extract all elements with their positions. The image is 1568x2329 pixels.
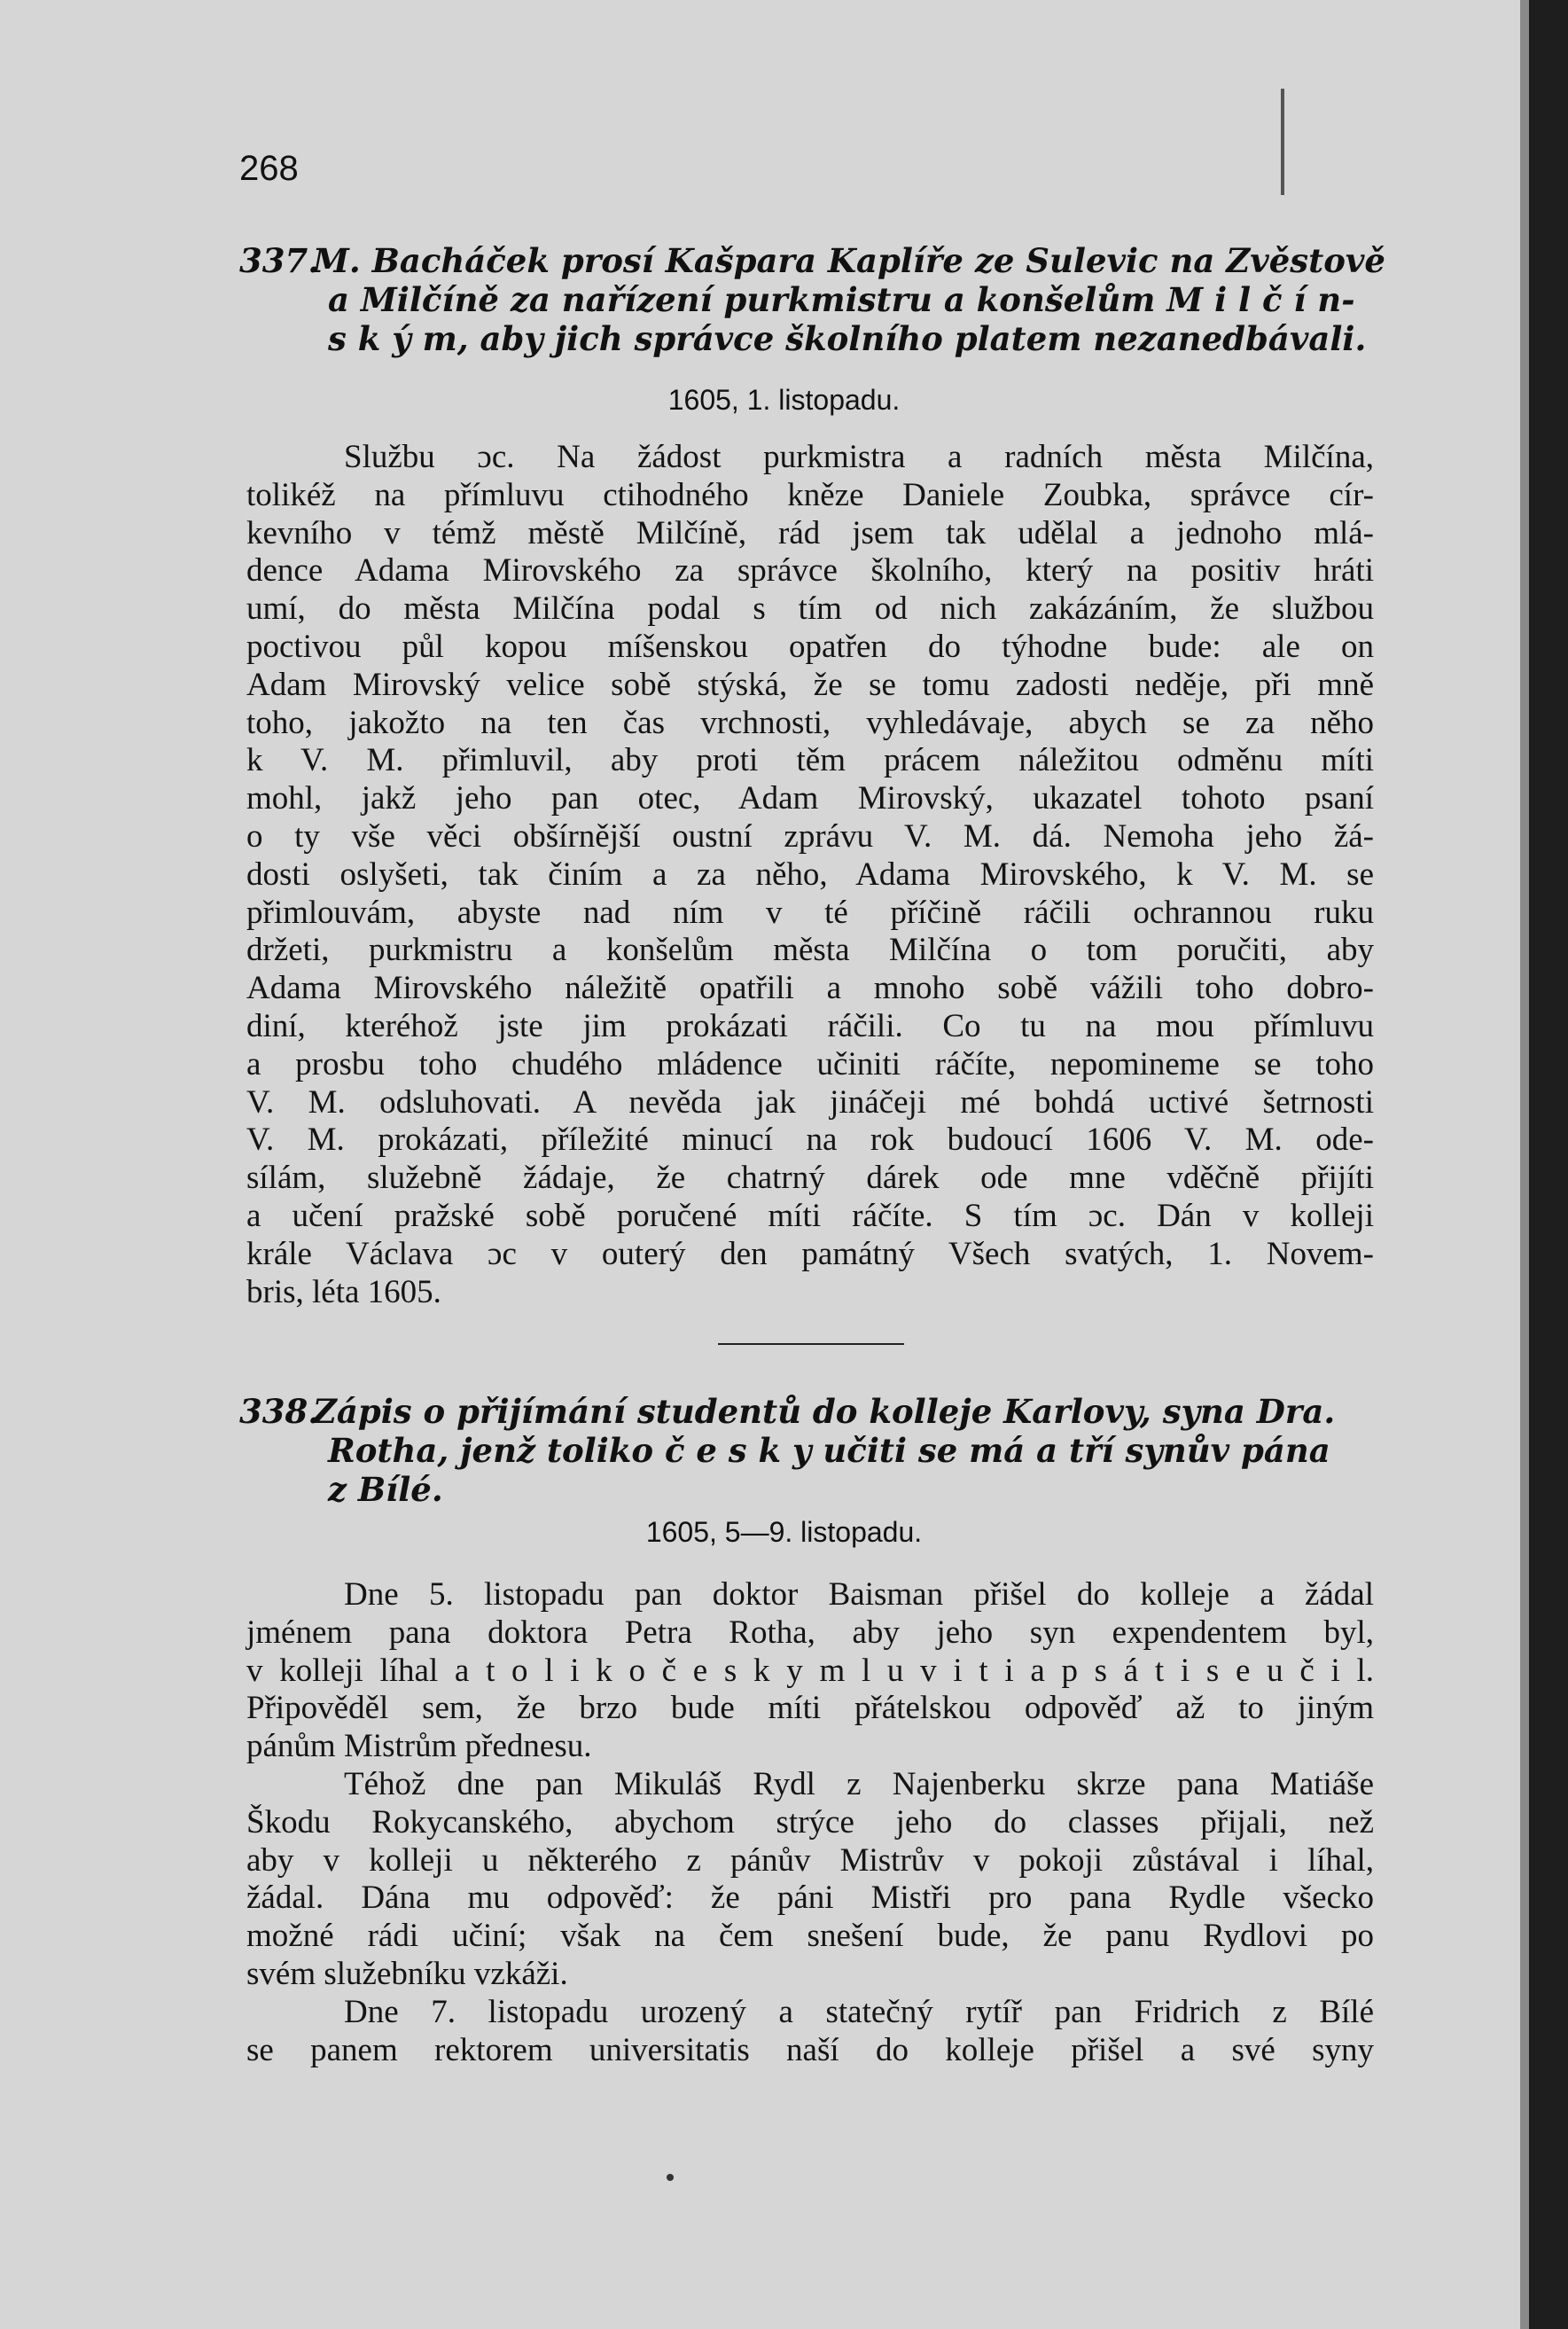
text-line: dence Adama Mirovského za správce školního, který na positiv hráti [246,552,1374,590]
text-line: svém služebníku vzkáži. [246,1955,568,1992]
page-edge [1529,0,1568,2329]
page-edge-shadow [1520,0,1529,2329]
print-speck [667,2174,674,2181]
text-line: V. M. odsluhovati. A nevěda jak jináčeji mé bohdá uctivé šetrnosti [246,1083,1374,1121]
section-337-date: 1605, 1. listopadu. [667,384,901,416]
text-line: držeti, purkmistru a konšelům města Milčína o tom poručiti, aby [246,932,1374,969]
text-line: v kolleji líhal a t o l i k o č e s k y m l u v i t i a p s á t i s e u č i l. [246,1652,1374,1689]
section-337-number: 337. [239,241,320,280]
section-338-heading [239,1392,1374,1509]
text-line: sílám, služebně žádaje, že chatrný dárek ode mne vděčně přijíti [246,1160,1374,1197]
text-line: dosti oslyšeti, tak činím a za něho, Adama Mirovského, k V. M. se [246,856,1374,893]
text-line: a prosbu toho chudého mládence učiniti ráčíte, nepomineme se toho [246,1045,1374,1082]
section-337-body [246,439,1374,1311]
text-line: jménem pana doktora Petra Rotha, aby jeho syn expendentem byl, [246,1614,1374,1651]
text-line: Službu ɔc. Na žádost purkmistra a radních města Milčína, [344,439,1374,475]
text-line: o ty vše věci obšírnější oustní zprávu V. M. dá. Nemoha jeho žá- [246,817,1374,855]
text-line: toho, jakožto na ten čas vrchnosti, vyhledávaje, abych se za něho [246,704,1374,741]
text-line: bris, léta 1605. [246,1273,441,1310]
section-338-number: 338. [239,1392,320,1431]
text-line: poctivou půl kopou míšenskou opatřen do týhodne bude: ale on [246,628,1374,665]
heading-line: s k ý m, aby jich správce školního platem nezanedbávali. [328,319,1367,358]
section-338-body [246,1576,1374,2069]
text-line: tolikéž na přímluvu ctihodného kněze Daniele Zoubka, správce cír- [246,476,1374,513]
text-line: žádal. Dána mu odpověď: že páni Mistři pro pana Rydle všecko [246,1880,1374,1917]
text-line: V. M. prokázati, příležité minucí na rok budoucí 1606 V. M. ode- [246,1122,1374,1159]
text-line: diní, kteréhož jste jim prokázati ráčili. Co tu na mou přímluvu [246,1007,1374,1044]
section-338-date: 1605, 5—9. listopadu. [645,1516,923,1548]
text-line: Dne 5. listopadu pan doktor Baisman přišel do kolleje a žádal [344,1576,1374,1613]
text-line: kevního v témž městě Milčíně, rád jsem tak udělal a jednoho mlá- [246,514,1374,551]
text-line: možné rádi učiní; však na čem snešení bude, že panu Rydlovi po [246,1918,1374,1955]
text-line: Adam Mirovský velice sobě stýská, že se tomu zadosti neděje, při mně [246,666,1374,703]
page-number: 268 [239,149,299,188]
section-337-heading [239,241,1385,358]
text-line: a učení pražské sobě poručené míti ráčíte. S tím ɔc. Dán v kolleji [246,1197,1374,1234]
text-line: krále Václava ɔc v outerý den památný Všech svatých, 1. Novem- [246,1235,1374,1272]
text-line: Dne 7. listopadu urozený a statečný rytíř pan Fridrich z Bílé [344,1993,1374,2030]
heading-line: Rotha, jenž toliko č e s k y učiti se má a tří synův pána [328,1431,1330,1470]
heading-line: Zápis o přijímání studentů do kolleje Karlovy, syna Dra. [312,1392,1336,1431]
text-line: k V. M. přimluvil, aby proti těm prácem náležitou odměnu míti [246,742,1374,779]
text-line: Adama Mirovského náležitě opatřili a mnoho sobě vážili toho dobro- [246,970,1374,1007]
margin-mark [1281,89,1284,195]
heading-line: z Bílé. [328,1470,443,1509]
section-divider [718,1343,904,1345]
text-line: pánům Mistrům přednesu. [246,1728,592,1765]
text-line: aby v kolleji u některého z pánův Mistrův v pokoji zůstával i líhal, [246,1841,1374,1879]
heading-line: M. Bacháček prosí Kašpara Kaplíře ze Sulevic na Zvěstově [312,241,1385,280]
text-line: umí, do města Milčína podal s tím od nich zakázáním, že službou [246,590,1374,628]
text-line: Připověděl sem, že brzo bude míti přátelskou odpověď až to jiným [246,1690,1374,1727]
text-line: Téhož dne pan Mikuláš Rydl z Najenberku skrze pana Matiáše [344,1765,1374,1802]
text-line: přimlouvám, abyste nad ním v té příčině ráčili ochrannou ruku [246,894,1374,931]
heading-line: a Milčíně za nařízení purkmistru a konšelům M i l č í n- [328,280,1355,319]
text-line: se panem rektorem universitatis naší do kolleje přišel a své syny [246,2031,1374,2068]
text-line: Škodu Rokycanského, abychom strýce jeho do classes přijali, než [246,1803,1374,1841]
text-line: mohl, jakž jeho pan otec, Adam Mirovský, ukazatel tohoto psaní [246,780,1374,817]
